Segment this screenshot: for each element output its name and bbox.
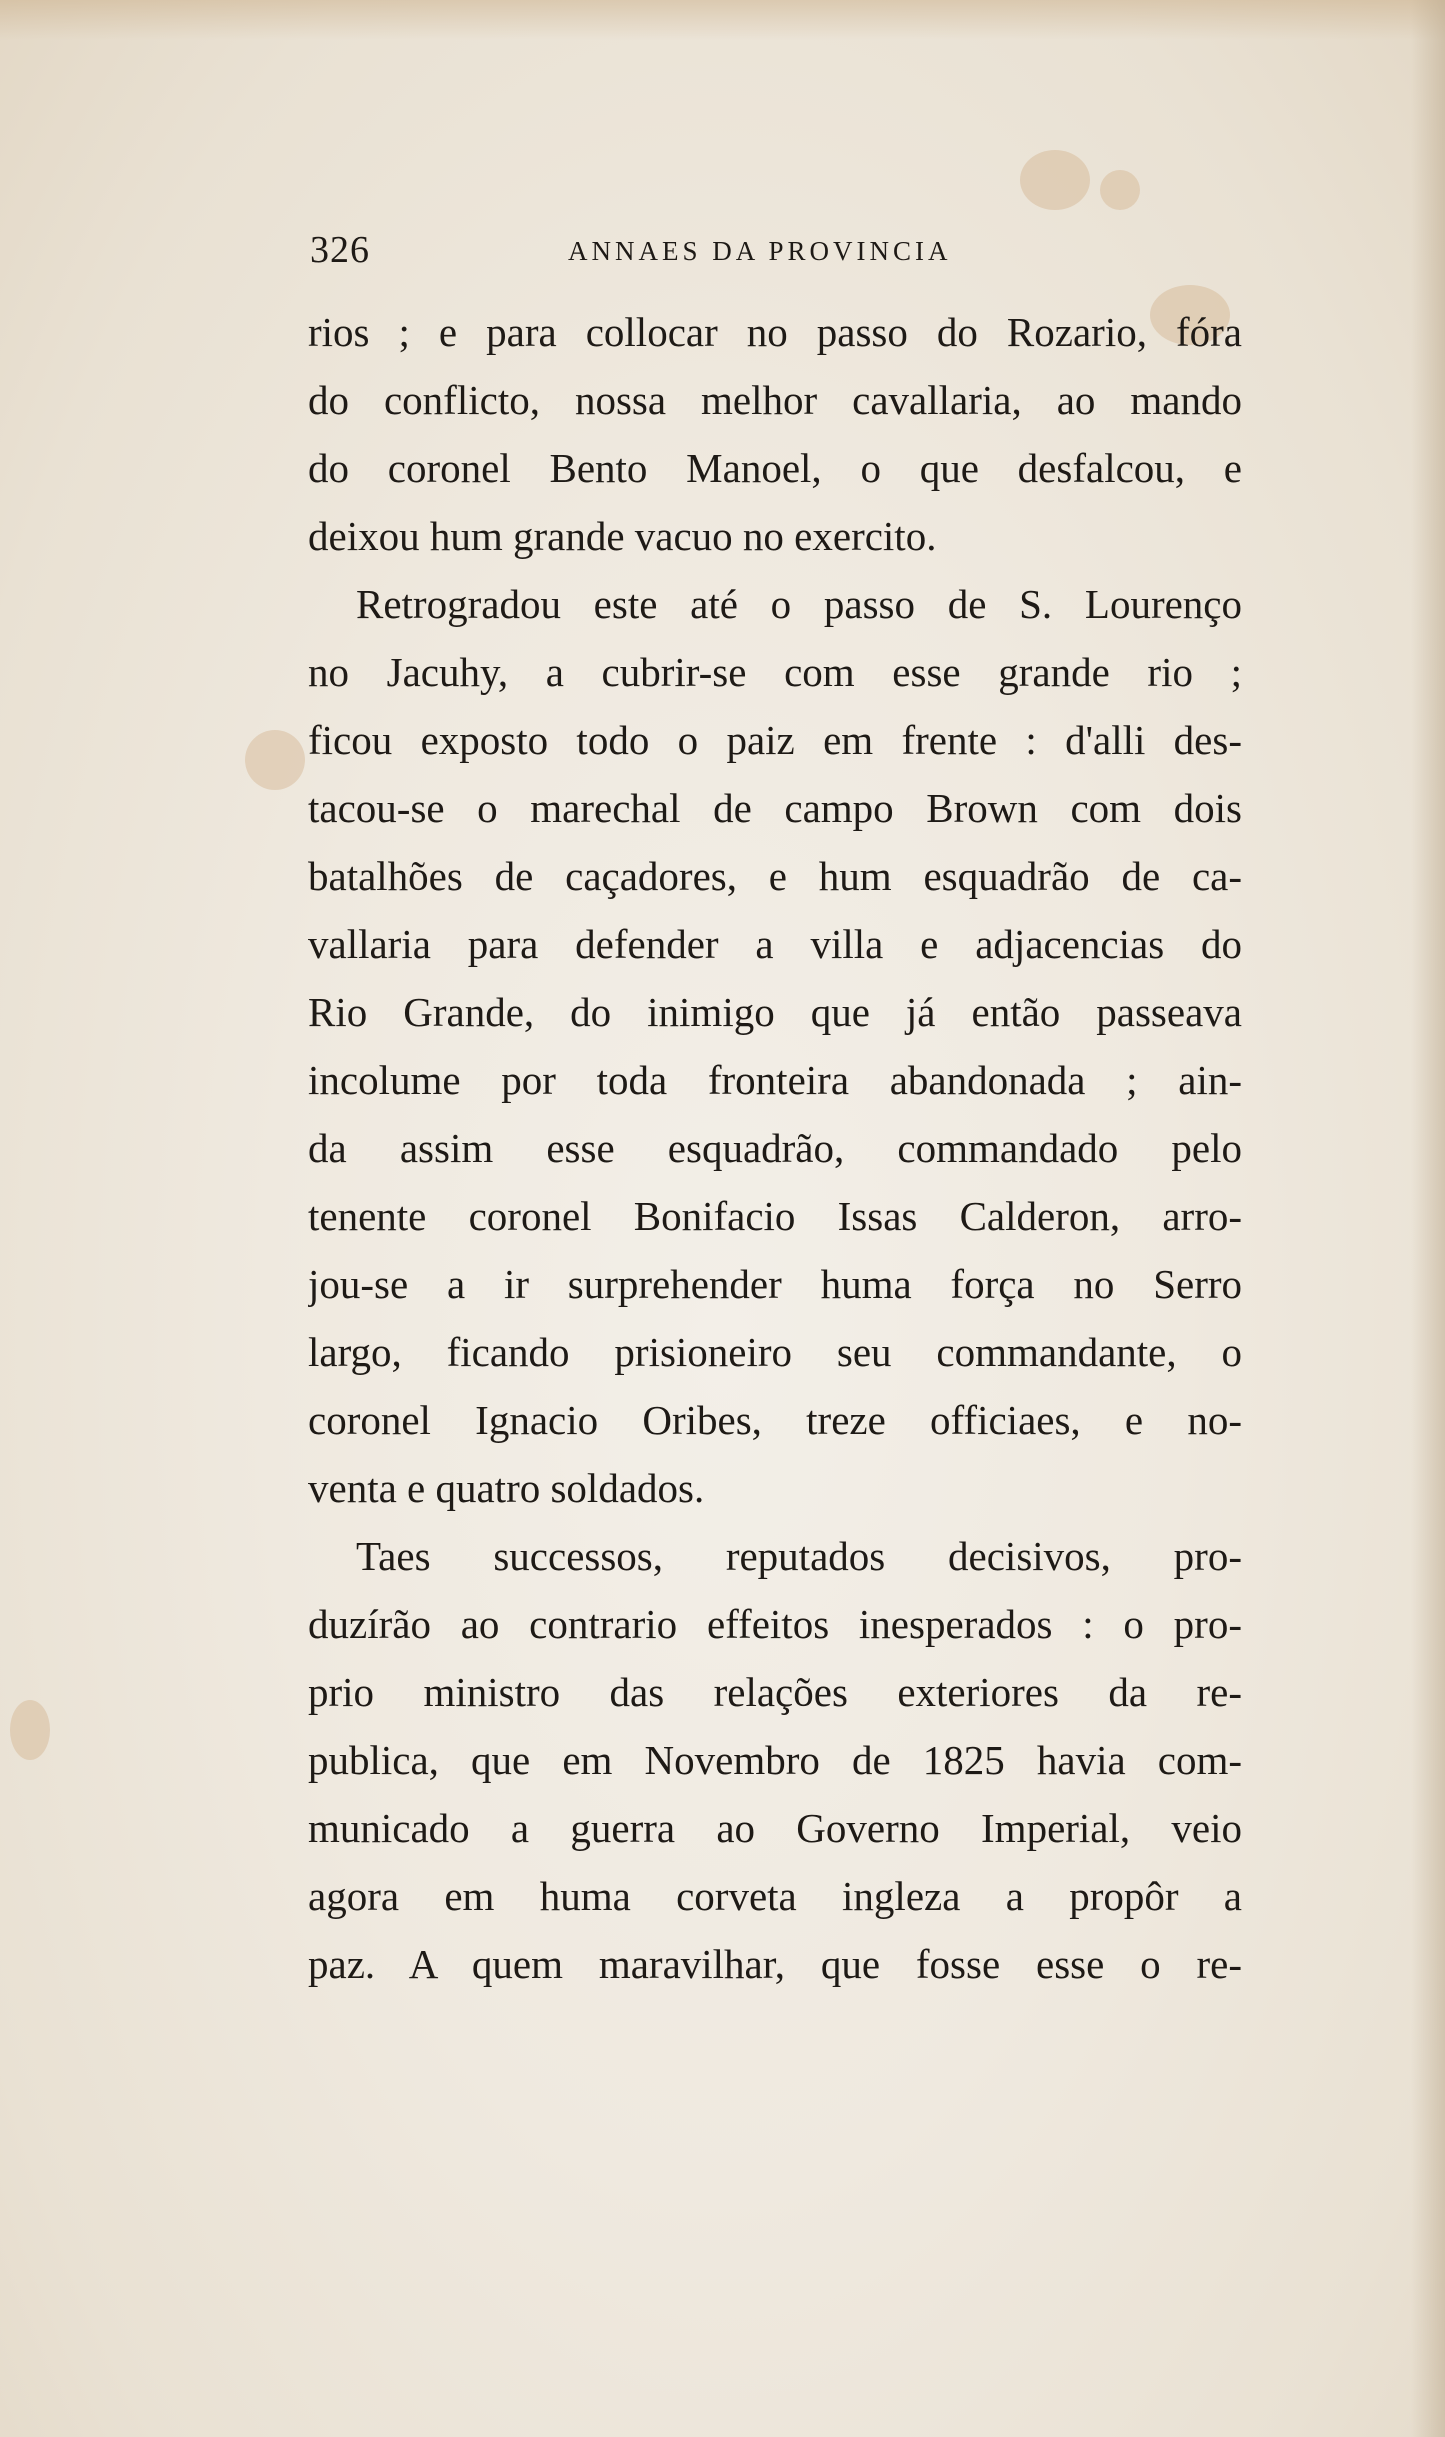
- text-line: duzírão ao contrario effeitos inesperados : o pro-: [308, 1601, 1242, 1647]
- text-line: tacou-se o marechal de campo Brown com dois: [308, 785, 1242, 831]
- text-line: municado a guerra ao Governo Imperial, veio: [308, 1805, 1242, 1851]
- text-line: tenente coronel Bonifacio Issas Calderon, arro-: [308, 1193, 1242, 1239]
- text-line: largo, ficando prisioneiro seu commandante, o: [308, 1329, 1242, 1375]
- text-line: do conflicto, nossa melhor cavallaria, ao mando: [308, 377, 1242, 423]
- text-line: incolume por toda fronteira abandonada ; ain-: [308, 1057, 1242, 1103]
- page-header: [310, 225, 1240, 275]
- text-line: coronel Ignacio Oribes, treze officiaes, e no-: [308, 1397, 1242, 1443]
- text-line: rios ; e para collocar no passo do Rozario, fóra: [308, 309, 1242, 355]
- text-line: no Jacuhy, a cubrir-se com esse grande rio ;: [308, 649, 1242, 695]
- text-line: venta e quatro soldados.: [308, 1465, 705, 1511]
- text-line: Taes successos, reputados decisivos, pro-: [356, 1533, 1242, 1579]
- text-line: vallaria para defender a villa e adjacencias do: [308, 921, 1242, 967]
- foxing-spot: [245, 730, 305, 790]
- text-line: Rio Grande, do inimigo que já então passeava: [308, 989, 1242, 1035]
- text-line: da assim esse esquadrão, commandado pelo: [308, 1125, 1242, 1171]
- page-top-stain: [0, 0, 1445, 40]
- text-line: prio ministro das relações exteriores da re-: [308, 1669, 1242, 1715]
- page-right-shadow: [1411, 0, 1445, 2437]
- page-number: 326: [310, 229, 370, 271]
- text-line: paz. A quem maravilhar, que fosse esse o re-: [308, 1941, 1242, 1987]
- foxing-spot: [1100, 170, 1140, 210]
- foxing-spot: [1020, 150, 1090, 210]
- running-head: ANNAES DA PROVINCIA: [568, 236, 952, 266]
- text-line: batalhões de caçadores, e hum esquadrão de ca-: [308, 853, 1242, 899]
- foxing-spot: [10, 1700, 50, 1760]
- text-line: do coronel Bento Manoel, o que desfalcou, e: [308, 445, 1242, 491]
- text-line: jou-se a ir surprehender huma força no Serro: [308, 1261, 1242, 1307]
- text-line: agora em huma corveta ingleza a propôr a: [308, 1873, 1242, 1919]
- text-line: Retrogradou este até o passo de S. Lourenço: [356, 581, 1242, 627]
- text-line: ficou exposto todo o paiz em frente : d'alli des-: [308, 717, 1242, 763]
- text-line: deixou hum grande vacuo no exercito.: [308, 513, 937, 559]
- body-text: [308, 298, 1242, 1998]
- text-line: publica, que em Novembro de 1825 havia com-: [308, 1737, 1242, 1783]
